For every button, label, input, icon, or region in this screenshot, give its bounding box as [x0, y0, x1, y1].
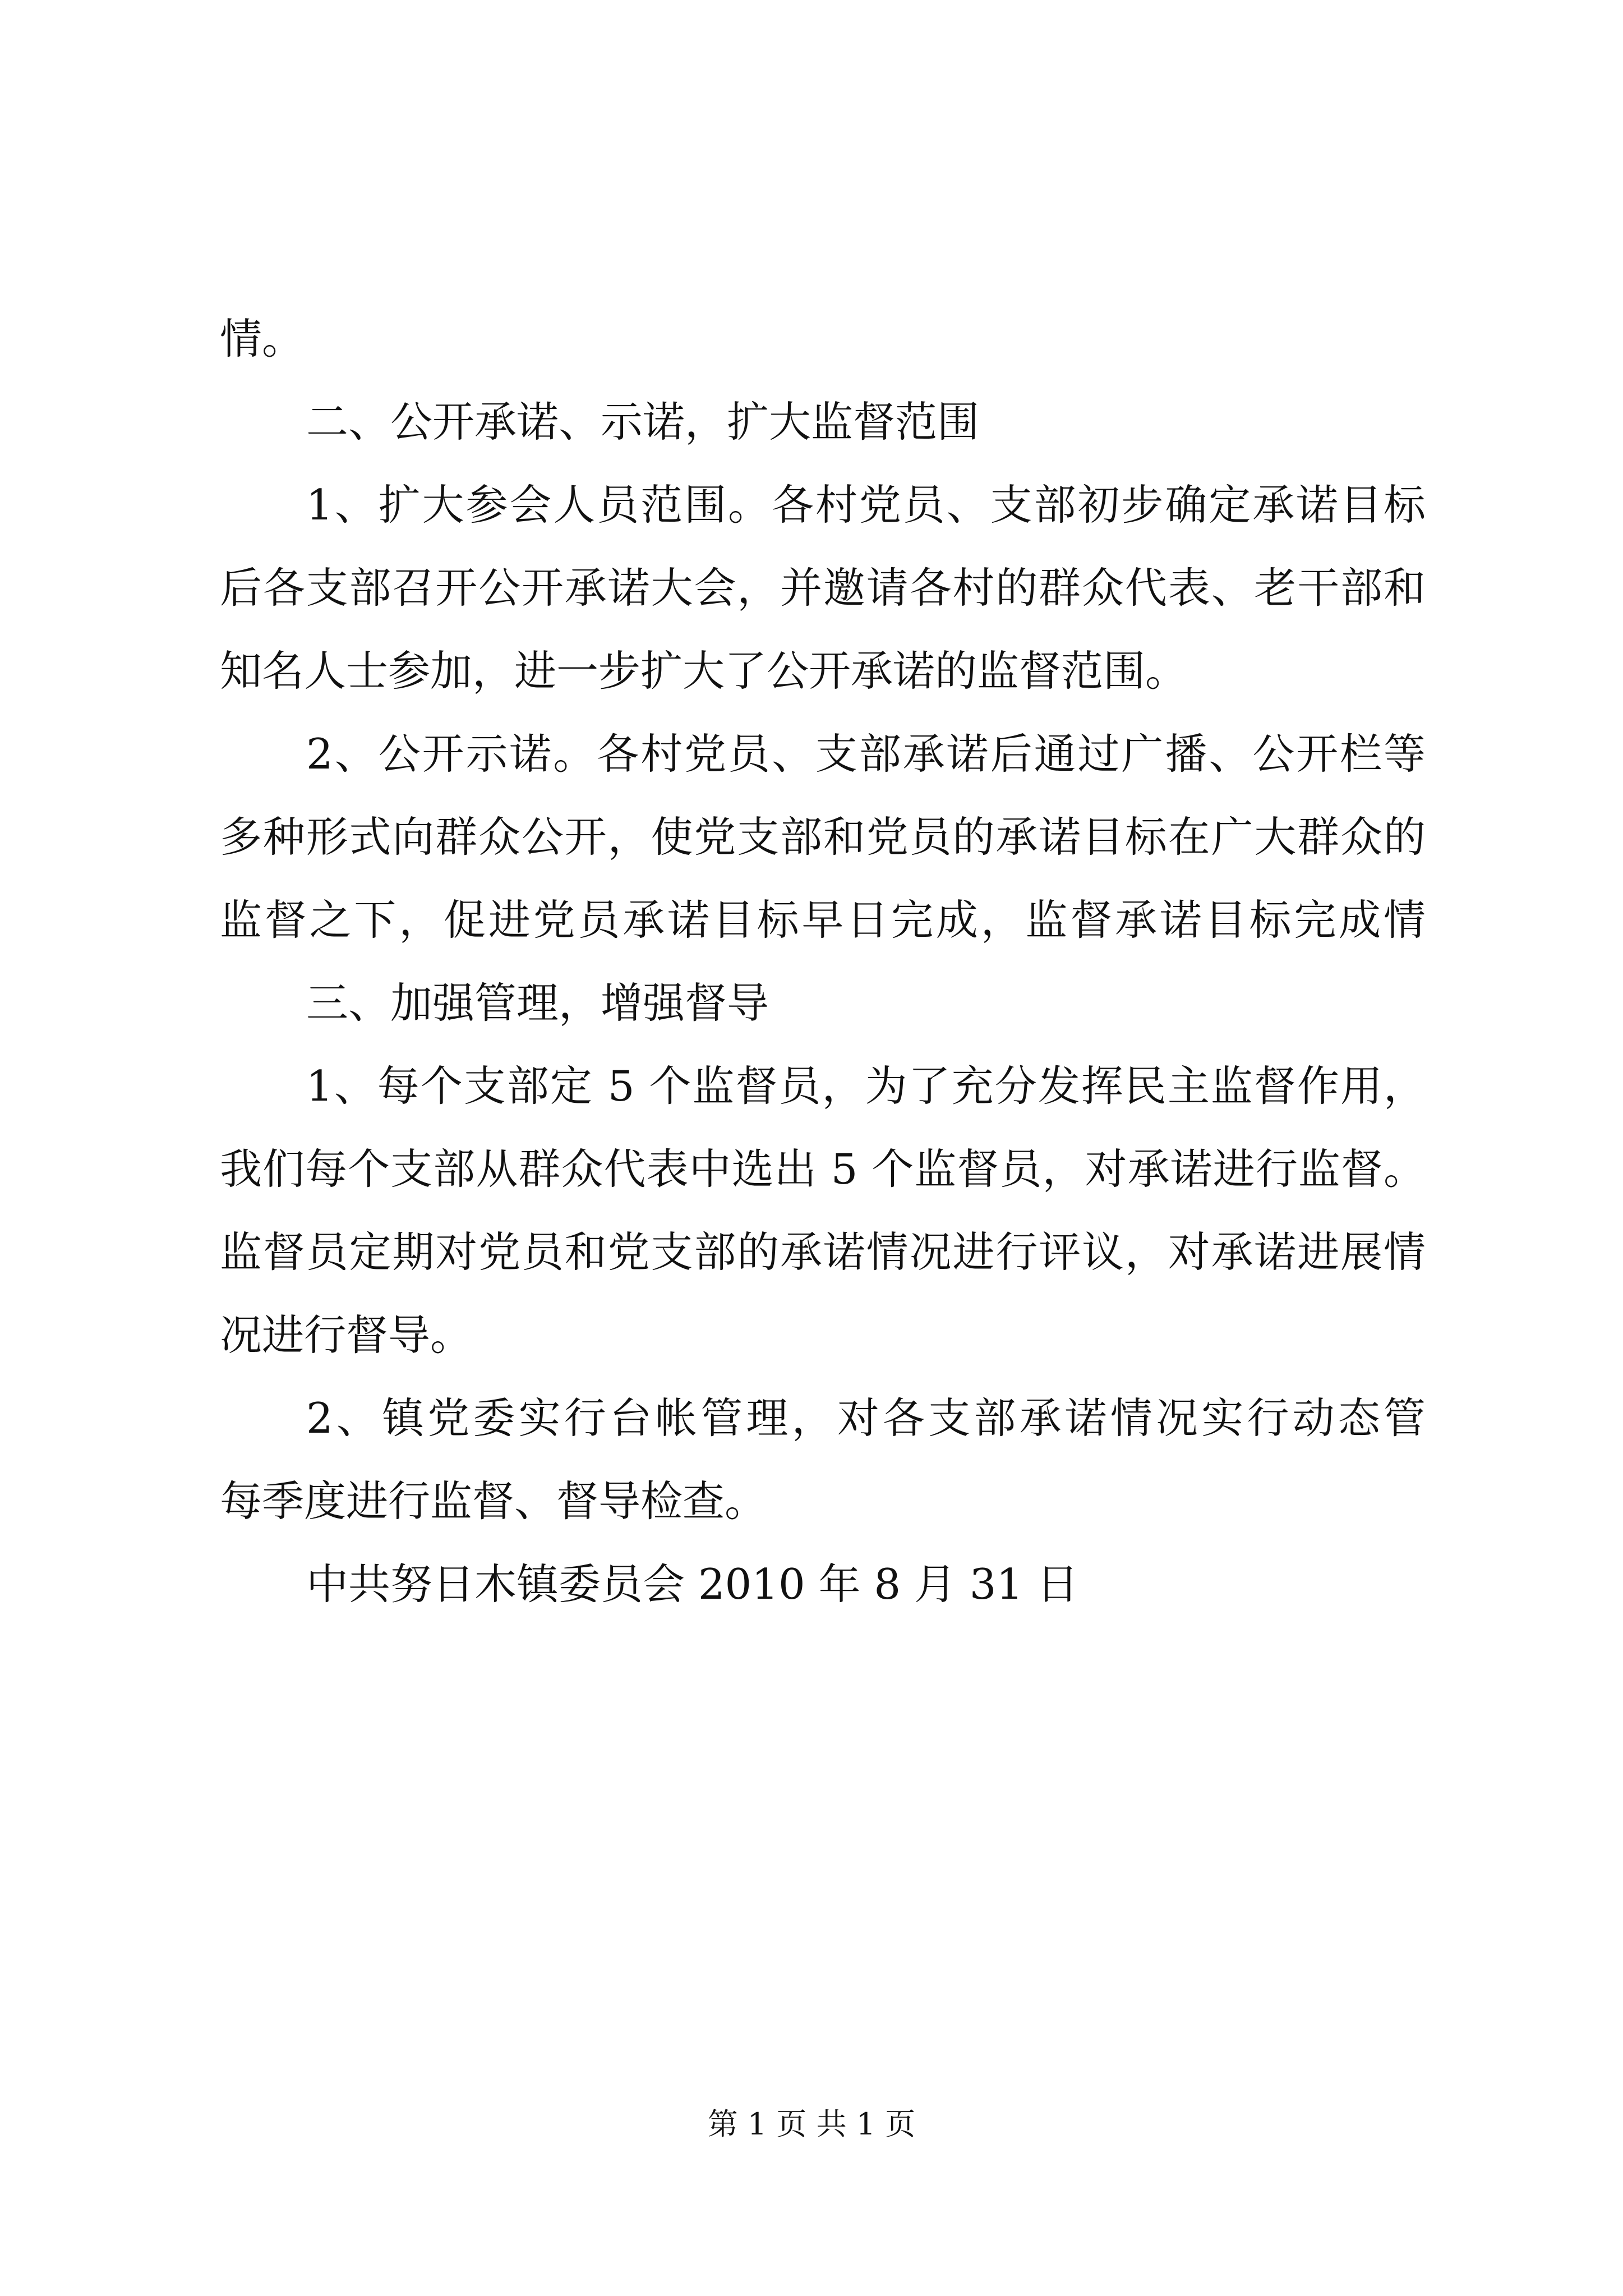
document-body [220, 297, 1426, 1626]
paragraph-line: 知名人士参加，进一步扩大了公开承诺的监督范围。 [220, 646, 1188, 696]
section-heading: 三、加强管理，增强督导 [306, 978, 769, 1028]
section-heading: 二、公开承诺、示诺，扩大监督范围 [306, 397, 980, 447]
paragraph-line: 1、扩大参会人员范围。各村党员、支部初步确定承诺目标 [306, 480, 1426, 530]
paragraph-line: 况进行督导。 [220, 1310, 473, 1360]
paragraph-line: 后各支部召开公开承诺大会，并邀请各村的群众代表、老干部和 [220, 563, 1426, 613]
signature-date-line: 中共努日木镇委员会 2010 年 8 月 31 日 [306, 1559, 1079, 1609]
page-footer: 第 1 页 共 1 页 [707, 2106, 916, 2142]
paragraph-line: 每季度进行监督、督导检查。 [220, 1476, 767, 1526]
paragraph-line: 2、镇党委实行台帐管理，对各支部承诺情况实行动态管 [306, 1393, 1426, 1443]
paragraph-line: 情。 [220, 314, 305, 364]
paragraph-line: 我们每个支部从群众代表中选出 5 个监督员，对承诺进行监督。 [220, 1144, 1426, 1194]
paragraph-line: 2、公开示诺。各村党员、支部承诺后通过广播、公开栏等 [306, 729, 1426, 779]
paragraph-line: 多种形式向群众公开，使党支部和党员的承诺目标在广大群众的 [220, 812, 1426, 862]
paragraph-line: 监督之下，促进党员承诺目标早日完成，监督承诺目标完成情 [220, 895, 1426, 945]
paragraph-line: 监督员定期对党员和党支部的承诺情况进行评议，对承诺进展情 [220, 1227, 1426, 1277]
paragraph-line: 1、每个支部定 5 个监督员，为了充分发挥民主监督作用， [306, 1061, 1426, 1111]
